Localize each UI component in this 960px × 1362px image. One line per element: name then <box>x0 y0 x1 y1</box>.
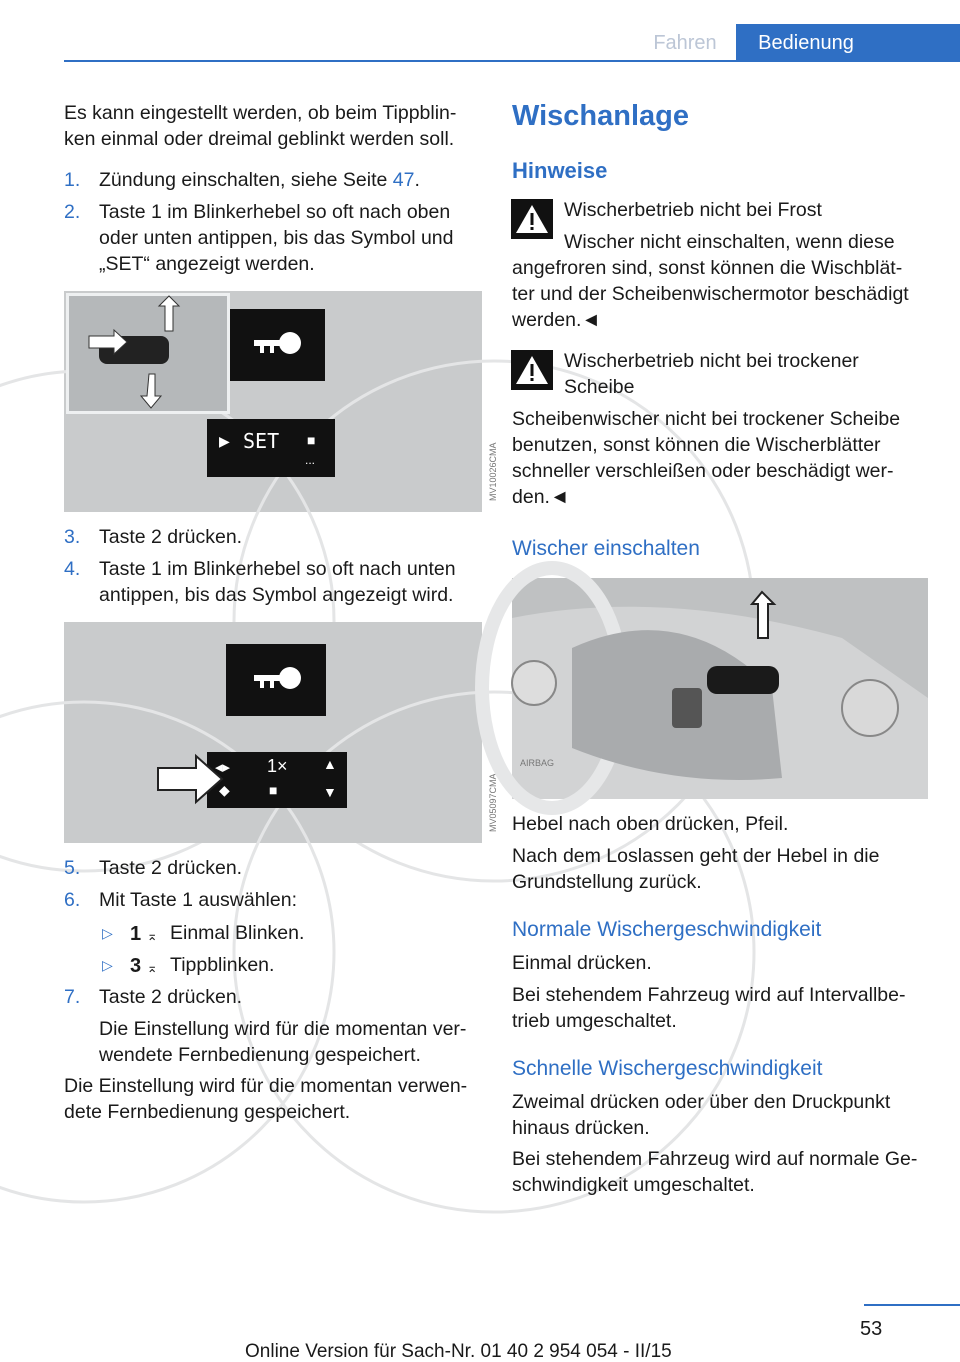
warning-2-title: Wischerbetrieb nicht bei trockener Scheibe <box>564 350 859 398</box>
closing-text: Die Einstellung wird für die momentan verwen- dete Fernbedienung gespeichert. <box>64 1075 468 1123</box>
footer-version: Online Version für Sach-Nr. 01 40 2 954 054 - II/15 <box>245 1341 672 1362</box>
lever-arrows-icon <box>69 296 227 411</box>
up-triangle-icon: ▲ <box>323 756 337 772</box>
three-symbol-icon: 3 ⌅ <box>130 955 158 977</box>
normal-p2: Bei stehendem Fahrzeug wird auf Intervallbe- trieb umgeschaltet. <box>512 984 906 1032</box>
symbol-display <box>207 752 347 808</box>
step-3-number: 3. <box>64 526 81 548</box>
once-label: 1× <box>267 756 288 776</box>
wischer-p1: Hebel nach oben drücken, Pfeil. <box>512 813 789 835</box>
intro-text: Es kann eingestellt werden, ob beim Tippblin- ken einmal oder dreimal geblinkt werden soll. <box>64 102 457 150</box>
option-tipp-text: Tippblinken. <box>170 954 275 976</box>
cluster-set-image <box>64 291 498 512</box>
fast-p1: Zweimal drücken oder über den Druckpunkt hinaus drücken. <box>512 1091 891 1139</box>
steering-wheel-image <box>512 578 928 799</box>
step-3-text: Taste 2 drücken. <box>99 526 243 548</box>
wischer-heading: Wischer einschalten <box>512 537 700 560</box>
key-icon-display <box>226 644 326 716</box>
step-4-number: 4. <box>64 558 81 580</box>
step-2-text: Taste 1 im Blinkerhebel so oft nach oben oder unten antippen, bis das Symbol und „SET“ angezeigt werden. <box>99 201 454 275</box>
tab-bedienung[interactable]: Bedienung <box>736 24 876 62</box>
bullet-icon: ▷ <box>102 957 113 973</box>
image-code-2: MV05097CMA <box>488 773 498 832</box>
key-icon-display <box>230 309 325 381</box>
key-small-icon: ◆ <box>219 782 230 798</box>
warning-1-line1: Wischer nicht einschalten, wenn diese <box>564 231 895 253</box>
step-2-number: 2. <box>64 201 81 223</box>
page-number: 53 <box>860 1318 883 1340</box>
fast-p2: Bei stehendem Fahrzeug wird auf normale Ge- schwindigkeit umgeschaltet. <box>512 1148 918 1196</box>
page-link-47[interactable]: 47 <box>392 169 415 191</box>
cluster-symbol-image <box>64 622 498 843</box>
footer-rule <box>864 1304 960 1306</box>
step-5-number: 5. <box>64 857 81 879</box>
step-4-text: Taste 1 im Blinkerhebel so oft nach unten antippen, bis das Symbol angezeigt wird. <box>99 558 456 606</box>
step-6-text: Mit Taste 1 auswählen: <box>99 889 297 911</box>
header-bar <box>876 24 960 62</box>
fast-speed-heading: Schnelle Wischergeschwindigkeit <box>512 1057 823 1080</box>
unlock-icon: ■ <box>269 782 278 798</box>
section-title: Wischanlage <box>512 100 690 132</box>
step-5-text: Taste 2 drücken. <box>99 857 243 879</box>
normal-speed-heading: Normale Wischergeschwindigkeit <box>512 918 822 941</box>
step-7-detail: Die Einstellung wird für die momentan ver- wendete Fernbedienung gespeichert. <box>99 1018 467 1066</box>
warning-icon <box>511 199 553 239</box>
pointer-arrow-icon <box>156 754 226 804</box>
airbag-label: AIRBAG <box>520 758 555 768</box>
warning-2-body: Scheibenwischer nicht bei trockener Scheibe benutzen, sonst können die Wischerblätter schneller verschleißen oder beschädigt wer- den.◄ <box>512 408 901 508</box>
set-label: SET <box>243 429 280 453</box>
hinweise-heading: Hinweise <box>512 158 608 183</box>
ellipsis-icon: ... <box>305 453 316 467</box>
lever-inset <box>66 293 230 414</box>
step-7-number: 7. <box>64 986 81 1008</box>
option-once-text: Einmal Blinken. <box>170 922 305 944</box>
lock-icon: ■ <box>307 432 316 448</box>
step-1-number: 1. <box>64 169 81 191</box>
key-icon <box>226 644 326 716</box>
warning-icon <box>511 350 553 390</box>
step-7-text: Taste 2 drücken. <box>99 986 243 1008</box>
bullet-icon: ▷ <box>102 925 113 941</box>
step-6-number: 6. <box>64 889 81 911</box>
wischer-p2: Nach dem Loslassen geht der Hebel in die Grundstellung zurück. <box>512 845 880 893</box>
key-icon <box>230 309 325 381</box>
image-code-1: MV10026CMA <box>488 442 498 501</box>
play-icon: ▶ <box>219 433 230 449</box>
warning-1-title: Wischerbetrieb nicht bei Frost <box>564 199 822 221</box>
normal-p1: Einmal drücken. <box>512 952 652 974</box>
warning-1-body: angefroren sind, sonst können die Wischblät- ter und der Scheibenwischermotor beschädigt werden.◄ <box>512 257 909 331</box>
step-1-text: Zündung einschalten, siehe Seite 47. <box>99 169 420 191</box>
down-triangle-icon: ▼ <box>323 784 337 800</box>
once-symbol-icon: 1 ⌅ <box>130 923 158 945</box>
set-display <box>207 419 335 477</box>
double-arrow-icon: ◂▸ <box>215 759 231 776</box>
tab-fahren[interactable]: Fahren <box>653 32 717 54</box>
steering-wheel-graphic <box>512 578 928 799</box>
